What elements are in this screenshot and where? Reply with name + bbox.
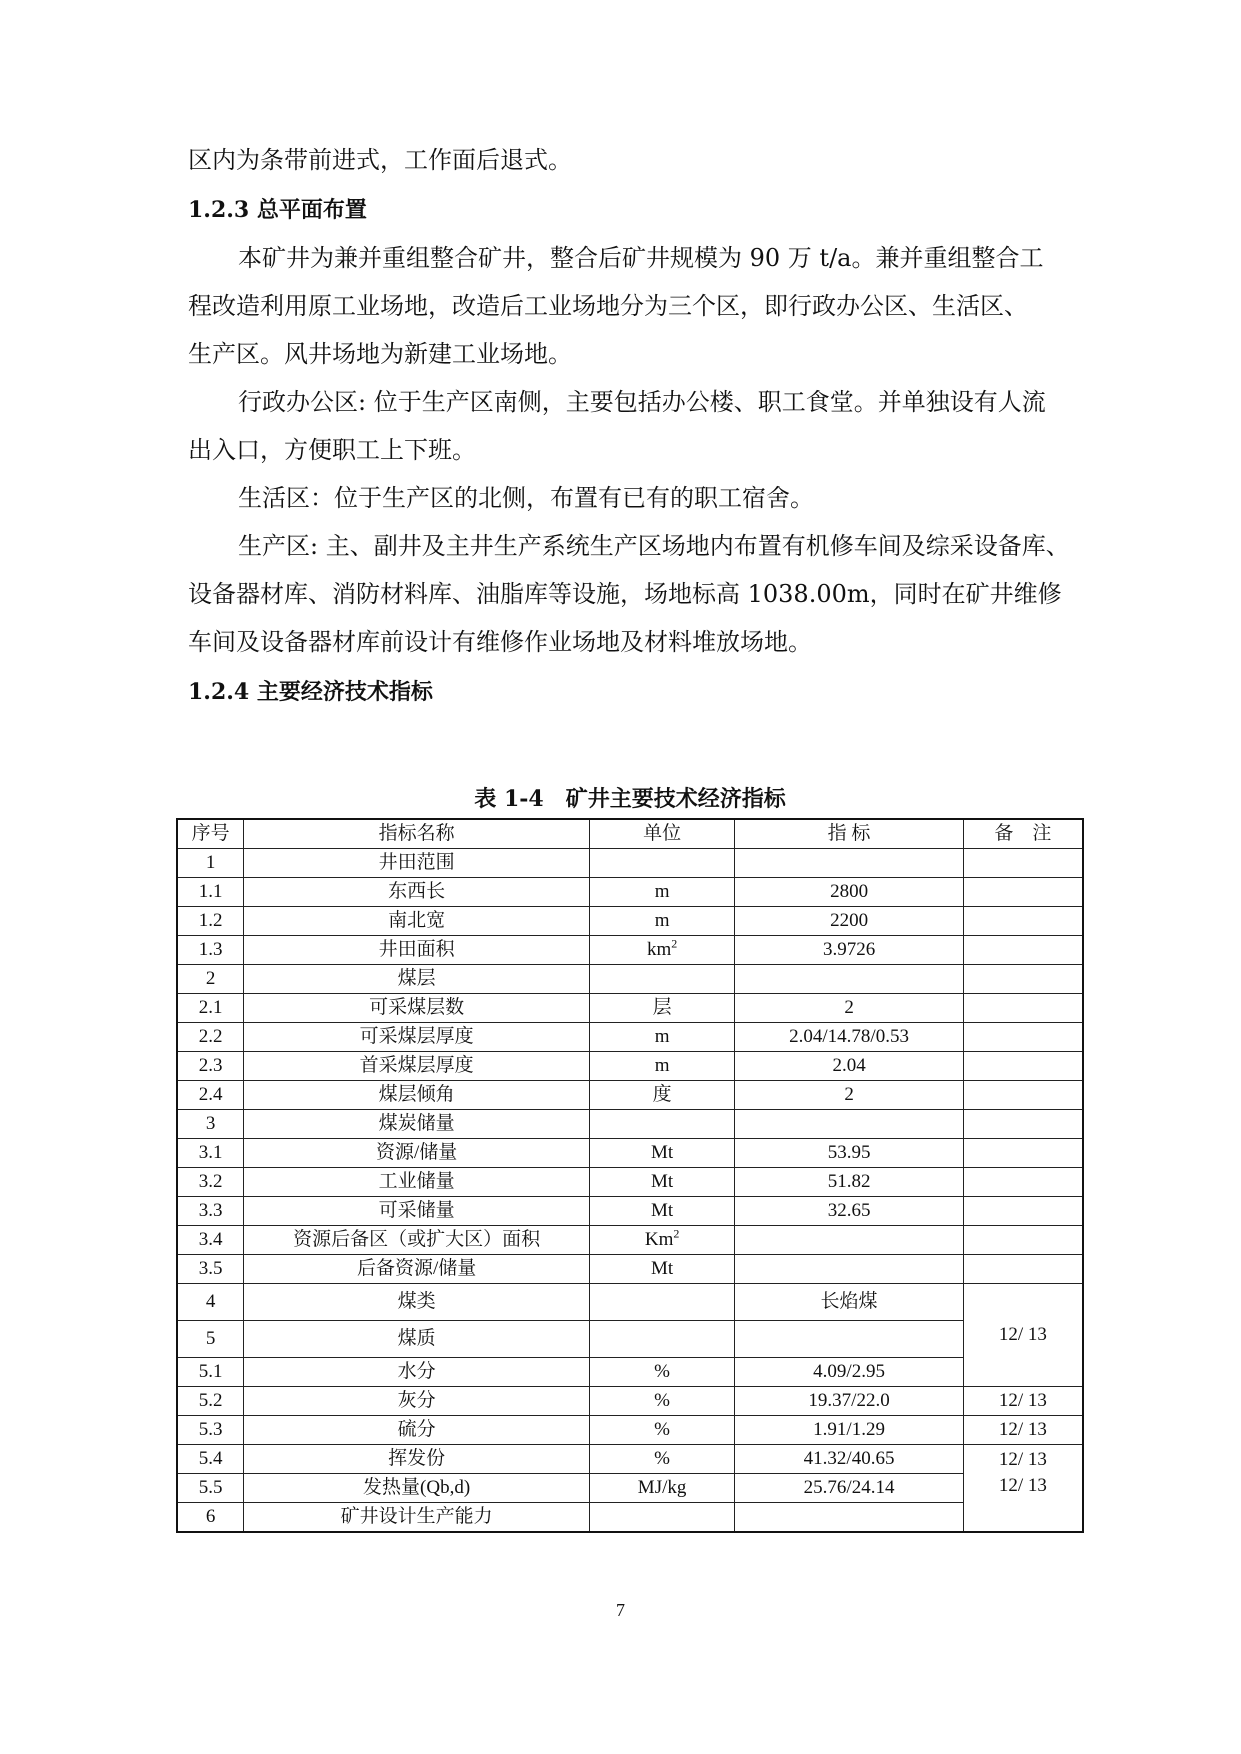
cell-value: 1.91/1.29 xyxy=(735,1416,963,1445)
cell-note xyxy=(963,1197,1083,1226)
table-row xyxy=(177,878,1083,907)
cell-value: 19.37/22.0 xyxy=(735,1387,963,1416)
cell-name: 东西长 xyxy=(244,878,589,907)
unit-text: Km xyxy=(644,1229,674,1250)
table-row xyxy=(177,1387,1083,1416)
cell-unit: Mt xyxy=(589,1197,735,1226)
cell-unit: % xyxy=(589,1445,735,1474)
cell-note xyxy=(963,1226,1083,1255)
note-line: 12/ 13 xyxy=(998,1449,1047,1470)
cell-value xyxy=(735,1321,963,1358)
cell-no: 5 xyxy=(177,1321,244,1358)
cell-value: 51.82 xyxy=(735,1168,963,1197)
cell-value: 2.04/14.78/0.53 xyxy=(735,1023,963,1052)
paragraph-line: 本矿井为兼并重组整合矿井，整合后矿井规模为 90 万 t/a。兼并重组整合工 xyxy=(238,244,1044,272)
cell-no: 2.1 xyxy=(177,994,244,1023)
cell-unit xyxy=(589,849,735,878)
cell-value: 41.32/40.65 xyxy=(735,1445,963,1474)
cell-unit: % xyxy=(589,1387,735,1416)
table-row xyxy=(177,965,1083,994)
cell-value: 32.65 xyxy=(735,1197,963,1226)
unit-text: km xyxy=(646,939,672,960)
cell-note: 12/ 13 xyxy=(963,1284,1083,1387)
superscript: 2 xyxy=(671,936,678,951)
paragraph-line: 生产区。风井场地为新建工业场地。 xyxy=(188,340,572,368)
cell-no: 3.5 xyxy=(177,1255,244,1284)
cell-value: 2200 xyxy=(735,907,963,936)
cell-note xyxy=(963,1052,1083,1081)
cell-note xyxy=(963,849,1083,878)
cell-value: 2 xyxy=(735,1081,963,1110)
cell-value: 3.9726 xyxy=(735,936,963,965)
section-heading-1-2-3: 1.2.3 总平面布置 xyxy=(188,197,367,223)
cell-value: 4.09/2.95 xyxy=(735,1358,963,1387)
table-row xyxy=(177,1445,1083,1474)
header-cell: 序号 xyxy=(177,819,244,849)
table-row xyxy=(177,1284,1083,1321)
cell-name: 井田面积 xyxy=(244,936,589,965)
cell-name: 矿井设计生产能力 xyxy=(244,1503,589,1533)
cell-note xyxy=(963,1139,1083,1168)
cell-name: 挥发份 xyxy=(244,1445,589,1474)
table-row xyxy=(177,1168,1083,1197)
page-number: 7 xyxy=(616,1600,625,1620)
table-header-row xyxy=(177,819,1083,849)
table-row xyxy=(177,1416,1083,1445)
paragraph-line: 行政办公区: 位于生产区南侧，主要包括办公楼、职工食堂。并单独设有人流 xyxy=(238,388,1046,416)
table-row xyxy=(177,1110,1083,1139)
cell-name: 煤质 xyxy=(244,1321,589,1358)
cell-name: 可采煤层厚度 xyxy=(244,1023,589,1052)
cell-no: 5.2 xyxy=(177,1387,244,1416)
header-cell: 单位 xyxy=(589,819,735,849)
cell-value: 2 xyxy=(735,994,963,1023)
table-row xyxy=(177,1023,1083,1052)
cell-no: 3.3 xyxy=(177,1197,244,1226)
table-row xyxy=(177,1226,1083,1255)
cell-no: 3 xyxy=(177,1110,244,1139)
cell-value: 长焰煤 xyxy=(735,1284,963,1321)
cell-note xyxy=(963,1081,1083,1110)
table-row xyxy=(177,936,1083,965)
cell-unit: m xyxy=(589,878,735,907)
table-row xyxy=(177,1358,1083,1387)
superscript: 2 xyxy=(673,1226,680,1241)
paragraph-line: 设备器材库、消防材料库、油脂库等设施，场地标高 1038.00m，同时在矿井维修 xyxy=(188,580,1062,608)
cell-name: 井田范围 xyxy=(244,849,589,878)
table-row xyxy=(177,1052,1083,1081)
cell-name: 资源/储量 xyxy=(244,1139,589,1168)
cell-unit: Mt xyxy=(589,1139,735,1168)
cell-name: 发热量(Qb,d) xyxy=(244,1474,589,1503)
cell-unit xyxy=(589,1321,735,1358)
cell-unit xyxy=(589,936,735,965)
cell-name: 首采煤层厚度 xyxy=(244,1052,589,1081)
cell-note xyxy=(963,907,1083,936)
section-heading-1-2-4: 1.2.4 主要经济技术指标 xyxy=(188,679,433,705)
paragraph-line: 程改造利用原工业场地，改造后工业场地分为三个区，即行政办公区、生活区、 xyxy=(188,292,1028,320)
cell-no: 2.3 xyxy=(177,1052,244,1081)
cell-no: 5.1 xyxy=(177,1358,244,1387)
cell-unit: % xyxy=(589,1416,735,1445)
table-row xyxy=(177,1197,1083,1226)
cell-name: 煤层倾角 xyxy=(244,1081,589,1110)
table-row xyxy=(177,1139,1083,1168)
table-row xyxy=(177,907,1083,936)
cell-value: 25.76/24.14 xyxy=(735,1474,963,1503)
cell-name: 煤层 xyxy=(244,965,589,994)
paragraph-line: 生活区：位于生产区的北侧，布置有已有的职工宿舍。 xyxy=(238,484,814,512)
cell-name: 煤类 xyxy=(244,1284,589,1321)
cell-name: 硫分 xyxy=(244,1416,589,1445)
cell-no: 3.2 xyxy=(177,1168,244,1197)
cell-note xyxy=(963,1023,1083,1052)
cell-no: 2.2 xyxy=(177,1023,244,1052)
cell-no: 5.4 xyxy=(177,1445,244,1474)
cell-no: 3.1 xyxy=(177,1139,244,1168)
cell-unit xyxy=(589,1284,735,1321)
technical-indicators-table xyxy=(176,818,1084,1533)
cell-value xyxy=(735,1503,963,1533)
cell-unit: 度 xyxy=(589,1081,735,1110)
cell-no: 2.4 xyxy=(177,1081,244,1110)
paragraph-line: 出入口，方便职工上下班。 xyxy=(188,436,476,464)
table-row xyxy=(177,1255,1083,1284)
cell-value xyxy=(735,1110,963,1139)
cell-name: 可采储量 xyxy=(244,1197,589,1226)
cell-name: 煤炭储量 xyxy=(244,1110,589,1139)
cell-no: 4 xyxy=(177,1284,244,1321)
table-caption: 表 1-4 矿井主要技术经济指标 xyxy=(474,786,786,812)
cell-name: 资源后备区（或扩大区）面积 xyxy=(244,1226,589,1255)
cell-no: 6 xyxy=(177,1503,244,1533)
cell-unit: % xyxy=(589,1358,735,1387)
cell-no: 3.4 xyxy=(177,1226,244,1255)
cell-unit xyxy=(589,1110,735,1139)
header-cell: 指标名称 xyxy=(244,819,589,849)
cell-value: 53.95 xyxy=(735,1139,963,1168)
cell-name: 后备资源/储量 xyxy=(244,1255,589,1284)
cell-unit xyxy=(589,965,735,994)
cell-name: 工业储量 xyxy=(244,1168,589,1197)
cell-unit: m xyxy=(589,907,735,936)
cell-note xyxy=(963,965,1083,994)
cell-note: 12/ 13 xyxy=(963,1387,1083,1416)
table-row xyxy=(177,1503,1083,1533)
cell-name: 南北宽 xyxy=(244,907,589,936)
table-row xyxy=(177,1474,1083,1503)
cell-no: 5.3 xyxy=(177,1416,244,1445)
cell-value xyxy=(735,849,963,878)
header-cell: 指 标 xyxy=(735,819,963,849)
cell-unit xyxy=(589,1503,735,1533)
cell-no: 1.1 xyxy=(177,878,244,907)
paragraph-line: 区内为条带前进式，工作面后退式。 xyxy=(188,146,572,174)
cell-value xyxy=(735,1255,963,1284)
cell-unit: Mt xyxy=(589,1168,735,1197)
cell-unit: m xyxy=(589,1023,735,1052)
cell-no: 2 xyxy=(177,965,244,994)
cell-note xyxy=(963,1255,1083,1284)
cell-note: 12/ 13 xyxy=(963,1416,1083,1445)
cell-no: 1 xyxy=(177,849,244,878)
cell-name: 可采煤层数 xyxy=(244,994,589,1023)
table-row xyxy=(177,1081,1083,1110)
cell-note xyxy=(963,994,1083,1023)
table-row xyxy=(177,849,1083,878)
cell-unit: 层 xyxy=(589,994,735,1023)
cell-value: 2800 xyxy=(735,878,963,907)
paragraph-line: 车间及设备器材库前设计有维修作业场地及材料堆放场地。 xyxy=(188,628,812,656)
cell-name: 灰分 xyxy=(244,1387,589,1416)
cell-value xyxy=(735,1226,963,1255)
cell-note xyxy=(963,1110,1083,1139)
table-row xyxy=(177,994,1083,1023)
note-line: 12/ 13 xyxy=(998,1475,1047,1496)
cell-note xyxy=(963,1445,1083,1533)
header-cell: 备 注 xyxy=(963,819,1083,849)
cell-unit: Mt xyxy=(589,1255,735,1284)
cell-note xyxy=(963,1168,1083,1197)
cell-note xyxy=(963,878,1083,907)
cell-value xyxy=(735,965,963,994)
cell-unit xyxy=(589,1226,735,1255)
cell-no: 5.5 xyxy=(177,1474,244,1503)
paragraph-line: 生产区: 主、副井及主井生产系统生产区场地内布置有机修车间及综采设备库、 xyxy=(238,532,1070,560)
cell-unit: m xyxy=(589,1052,735,1081)
cell-value: 2.04 xyxy=(735,1052,963,1081)
cell-name: 水分 xyxy=(244,1358,589,1387)
cell-no: 1.2 xyxy=(177,907,244,936)
cell-no: 1.3 xyxy=(177,936,244,965)
cell-note xyxy=(963,936,1083,965)
table-row xyxy=(177,1321,1083,1358)
cell-unit: MJ/kg xyxy=(589,1474,735,1503)
